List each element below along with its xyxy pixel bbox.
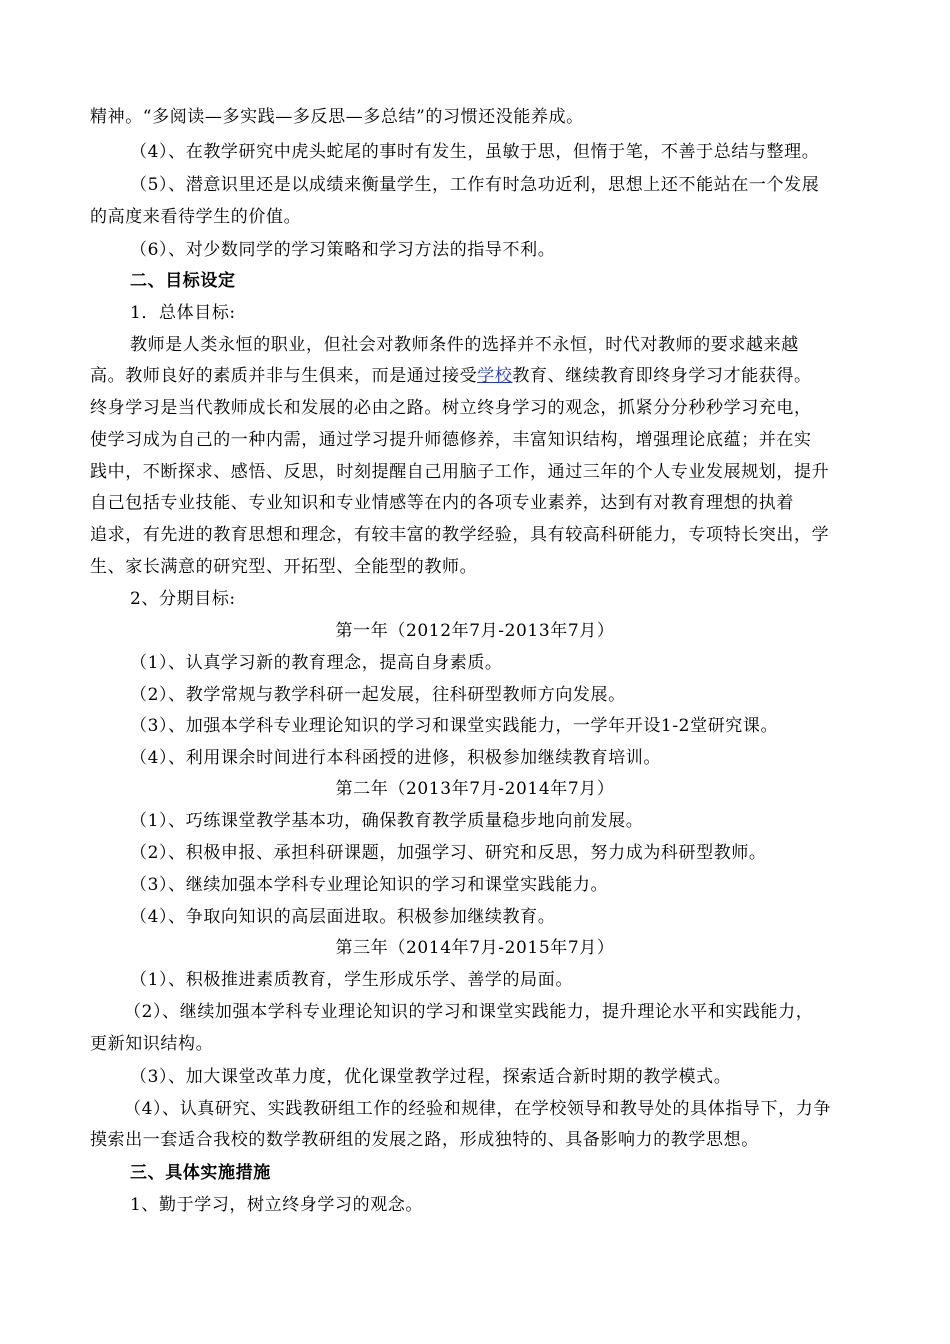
paragraph-line: （5）、潜意识里还是以成绩来衡量学生，工作有时急功近利，思想上还不能站在一个发展 [130,175,820,195]
list-item: （3）、加强本学科专业理论知识的学习和课堂实践能力，一学年开设1-2堂研究课。 [130,716,779,736]
paragraph-line: 生、家长满意的研究型、开拓型、全能型的教师。 [90,557,478,577]
list-item: （1）、积极推进素质教育，学生形成乐学、善学的局面。 [130,970,573,990]
paragraph-line: 使学习成为自己的一种内需，通过学习提升师德修养，丰富知识结构，增强理论底蕴；并在实 [90,430,812,450]
paragraph-line: 践中，不断探求、感悟、反思，时刻提醒自己用脑子工作，通过三年的个人专业发展规划，提升 [90,462,830,482]
paragraph-line: 精神。“多阅读—多实践—多反思—多总结”的习惯还没能养成。 [90,107,584,127]
list-item: 1、勤于学习，树立终身学习的观念。 [130,1195,424,1215]
list-item-continuation: 更新知识结构。 [90,1034,214,1054]
link-line-after: 教育、继续教育即终身学习才能获得。 [512,366,812,386]
list-item: （2）、继续加强本学科专业理论知识的学习和课堂实践能力，提升理论水平和实践能力， [124,1002,814,1022]
paragraph-line: （4）、在教学研究中虎头蛇尾的事时有发生，虽敏于思，但惰于笔，不善于总结与整理。 [130,142,820,162]
year-heading: 第一年（2012年7月-2013年7月） [335,621,615,641]
list-item: （1）、认真学习新的教育理念，提高自身素质。 [130,653,503,673]
section-heading: 二、目标设定 [130,271,236,291]
year-heading: 第三年（2014年7月-2015年7月） [335,938,615,958]
list-item: （4）、认真研究、实践教研组工作的经验和规律，在学校领导和教导处的具体指导下，力争 [124,1099,831,1119]
subsection-heading: 1．总体目标: [130,303,236,323]
paragraph-line: 的高度来看待学生的价值。 [90,207,302,227]
paragraph-line: 自己包括专业技能、专业知识和专业情感等在内的各项专业素养，达到有对教育理想的执着 [90,493,794,513]
list-item: （4）、争取向知识的高层面进取。积极参加继续教育。 [130,907,556,927]
section-heading: 三、具体实施措施 [130,1163,271,1183]
school-link[interactable]: 学校 [477,366,513,386]
paragraph-line: （6）、对少数同学的学习策略和学习方法的指导不利。 [130,240,556,260]
year-heading: 第二年（2013年7月-2014年7月） [335,779,615,799]
subsection-heading: 2、分期目标: [130,589,236,609]
link-line-before: 高。教师良好的素质并非与生俱来，而是通过接受 [90,366,478,386]
list-item: （2）、教学常规与教学科研一起发展，往科研型教师方向发展。 [130,685,626,705]
list-item: （2）、积极申报、承担科研课题，加强学习、研究和反思，努力成为科研型教师。 [130,843,767,863]
list-item: （4）、利用课余时间进行本科函授的进修，积极参加继续教育培训。 [130,748,661,768]
paragraph-line: 终身学习是当代教师成长和发展的必由之路。树立终身学习的观念，抓紧分分秒秒学习充电， [90,398,812,418]
list-item-continuation: 摸索出一套适合我校的数学教研组的发展之路，形成独特的、具备影响力的教学思想。 [90,1130,759,1150]
list-item: （1）、巧练课堂教学基本功，确保教育教学质量稳步地向前发展。 [130,811,644,831]
paragraph-line: 教师是人类永恒的职业，但社会对教师条件的选择并不永恒，时代对教师的要求越来越 [130,335,799,355]
list-item: （3）、继续加强本学科专业理论知识的学习和课堂实践能力。 [130,875,609,895]
paragraph-line: 追求，有先进的教育思想和理念，有较丰富的教学经验，具有较高科研能力，专项特长突出，学 [90,525,830,545]
paragraph-line-with-link [90,364,812,388]
list-item: （3）、加大课堂改革力度，优化课堂教学过程，探索适合新时期的教学模式。 [130,1067,732,1087]
